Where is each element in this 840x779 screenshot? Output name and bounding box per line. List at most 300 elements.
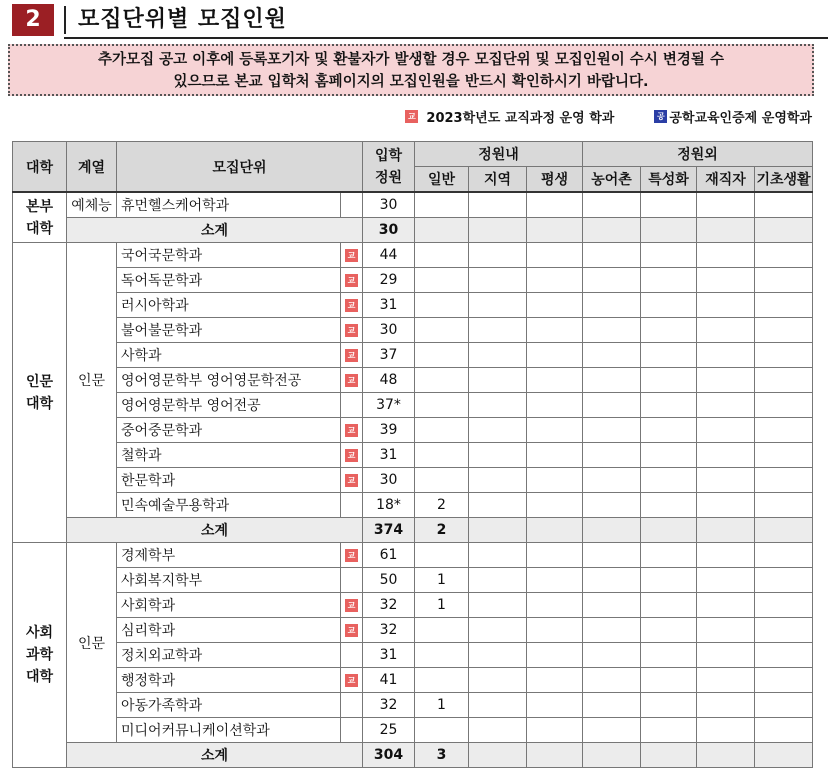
empty-cell — [469, 618, 527, 643]
quota-cell: 30 — [363, 192, 415, 218]
empty-cell — [527, 693, 583, 718]
quota-cell: 31 — [363, 443, 415, 468]
empty-cell — [641, 593, 697, 618]
college-name-line: 대학 — [25, 395, 54, 412]
unit-name: 정치외교학과 — [117, 643, 341, 668]
empty-cell — [583, 518, 641, 543]
empty-cell — [469, 343, 527, 368]
general-cell — [415, 618, 469, 643]
empty-cell — [469, 718, 527, 743]
empty-cell — [527, 468, 583, 493]
empty-cell — [641, 468, 697, 493]
badge-cell — [341, 192, 363, 218]
empty-cell — [583, 668, 641, 693]
quota-cell: 30 — [363, 468, 415, 493]
empty-cell — [469, 743, 527, 768]
empty-cell — [469, 643, 527, 668]
teacher-course-icon: 교 — [345, 274, 358, 287]
table-row — [13, 643, 813, 668]
teacher-course-icon: 교 — [345, 424, 358, 437]
empty-cell — [697, 668, 755, 693]
unit-name: 사학과 — [117, 343, 341, 368]
empty-cell — [583, 743, 641, 768]
table-row — [13, 418, 813, 443]
empty-cell — [469, 218, 527, 243]
notice-line-2: 있으므로 본교 입학처 홈페이지의 모집인원을 반드시 확인하시기 바랍니다. — [173, 74, 649, 90]
empty-cell — [583, 218, 641, 243]
empty-cell — [527, 643, 583, 668]
header-basic-living: 기초생활 — [755, 167, 813, 193]
empty-cell — [469, 518, 527, 543]
teacher-course-icon: 교 — [345, 349, 358, 362]
empty-cell — [641, 518, 697, 543]
empty-cell — [697, 593, 755, 618]
badge-cell — [341, 543, 363, 568]
empty-cell — [755, 318, 813, 343]
unit-name: 행정학과 — [117, 668, 341, 693]
badge-cell — [341, 393, 363, 418]
empty-cell — [527, 268, 583, 293]
empty-cell — [583, 343, 641, 368]
empty-cell — [697, 293, 755, 318]
table-row — [13, 668, 813, 693]
empty-cell — [755, 293, 813, 318]
subtotal-label: 소계 — [67, 218, 363, 243]
empty-cell — [583, 393, 641, 418]
empty-cell — [755, 718, 813, 743]
empty-cell — [697, 343, 755, 368]
legend-engineering-label: 공학교육인증제 운영학과 — [669, 111, 812, 126]
empty-cell — [697, 743, 755, 768]
empty-cell — [583, 593, 641, 618]
general-cell — [415, 468, 469, 493]
header-lifelong: 평생 — [527, 167, 583, 193]
teacher-course-icon: 교 — [345, 374, 358, 387]
empty-cell — [641, 368, 697, 393]
unit-name: 사회학과 — [117, 593, 341, 618]
empty-cell — [641, 243, 697, 268]
table-row — [13, 343, 813, 368]
unit-name: 철학과 — [117, 443, 341, 468]
unit-name: 영어영문학부 영어영문학전공 — [117, 368, 341, 393]
college-name — [13, 192, 67, 243]
empty-cell — [469, 192, 527, 218]
empty-cell — [755, 643, 813, 668]
table-row — [13, 468, 813, 493]
quota-cell: 50 — [363, 568, 415, 593]
empty-cell — [755, 593, 813, 618]
quota-cell: 31 — [363, 293, 415, 318]
empty-cell — [641, 418, 697, 443]
teacher-course-icon: 교 — [345, 299, 358, 312]
empty-cell — [469, 493, 527, 518]
empty-cell — [527, 218, 583, 243]
empty-cell — [583, 568, 641, 593]
empty-cell — [697, 393, 755, 418]
empty-cell — [583, 318, 641, 343]
quota-cell: 39 — [363, 418, 415, 443]
badge-cell — [341, 318, 363, 343]
header-rural: 농어촌 — [583, 167, 641, 193]
college-name-line: 대학 — [25, 220, 54, 237]
empty-cell — [469, 393, 527, 418]
table-row — [13, 368, 813, 393]
empty-cell — [527, 593, 583, 618]
empty-cell — [469, 593, 527, 618]
empty-cell — [755, 693, 813, 718]
empty-cell — [469, 468, 527, 493]
empty-cell — [469, 418, 527, 443]
empty-cell — [641, 543, 697, 568]
empty-cell — [469, 318, 527, 343]
general-cell — [415, 543, 469, 568]
empty-cell — [527, 543, 583, 568]
empty-cell — [469, 668, 527, 693]
table-row — [13, 243, 813, 268]
general-cell — [415, 443, 469, 468]
empty-cell — [697, 443, 755, 468]
empty-cell — [527, 518, 583, 543]
empty-cell — [641, 293, 697, 318]
empty-cell — [697, 643, 755, 668]
subtotal-row — [13, 743, 813, 768]
empty-cell — [469, 368, 527, 393]
empty-cell — [527, 368, 583, 393]
teacher-course-icon: 교 — [345, 449, 358, 462]
empty-cell — [469, 543, 527, 568]
empty-cell — [527, 568, 583, 593]
quota-cell: 37 — [363, 343, 415, 368]
divider — [64, 6, 66, 34]
badge-cell — [341, 443, 363, 468]
empty-cell — [697, 493, 755, 518]
table-row — [13, 568, 813, 593]
quota-cell: 37* — [363, 393, 415, 418]
quota-cell: 30 — [363, 318, 415, 343]
empty-cell — [583, 618, 641, 643]
empty-cell — [641, 192, 697, 218]
empty-cell — [755, 418, 813, 443]
header-field: 계열 — [67, 142, 117, 193]
empty-cell — [641, 218, 697, 243]
table-row — [13, 718, 813, 743]
general-cell: 1 — [415, 593, 469, 618]
empty-cell — [527, 393, 583, 418]
empty-cell — [755, 268, 813, 293]
empty-cell — [583, 368, 641, 393]
badge-cell — [341, 593, 363, 618]
college-name-line: 인문 — [25, 373, 54, 390]
unit-name: 독어독문학과 — [117, 268, 341, 293]
badge-cell — [341, 493, 363, 518]
section-number: 2 — [12, 4, 54, 36]
header-employed: 재직자 — [697, 167, 755, 193]
empty-cell — [755, 218, 813, 243]
table-row — [13, 318, 813, 343]
field-cell: 예체능 — [67, 192, 117, 218]
empty-cell — [697, 618, 755, 643]
empty-cell — [755, 618, 813, 643]
badge-cell — [341, 693, 363, 718]
empty-cell — [583, 643, 641, 668]
college-name-line: 대학 — [25, 669, 54, 685]
empty-cell — [755, 468, 813, 493]
teacher-course-icon: 교 — [345, 249, 358, 262]
general-cell: 2 — [415, 493, 469, 518]
empty-cell — [755, 243, 813, 268]
engineering-cert-icon: 공 — [654, 110, 667, 123]
badge-cell — [341, 468, 363, 493]
admission-quota-table — [12, 141, 813, 768]
general-cell — [415, 192, 469, 218]
teacher-course-icon: 교 — [345, 599, 358, 612]
header-unit: 모집단위 — [117, 142, 363, 193]
empty-cell — [755, 343, 813, 368]
notice-line-1: 추가모집 공고 이후에 등록포기자 및 환불자가 발생할 경우 모집단위 및 모집인원이 수시 변경될 수 — [98, 52, 724, 68]
section-header — [12, 4, 828, 36]
empty-cell — [583, 693, 641, 718]
header-rule — [64, 37, 828, 39]
badge-cell — [341, 668, 363, 693]
empty-cell — [697, 468, 755, 493]
empty-cell — [641, 643, 697, 668]
empty-cell — [697, 218, 755, 243]
badge-cell — [341, 293, 363, 318]
general-cell — [415, 293, 469, 318]
legend-teacher-label: 2023학년도 교직과정 운영 학과 — [426, 111, 615, 126]
empty-cell — [641, 693, 697, 718]
badge-cell — [341, 268, 363, 293]
table-row — [13, 493, 813, 518]
quota-cell: 18* — [363, 493, 415, 518]
teacher-course-icon: 교 — [405, 110, 418, 123]
teacher-course-icon: 교 — [345, 474, 358, 487]
field-cell: 인문 — [67, 543, 117, 743]
empty-cell — [583, 192, 641, 218]
table-row — [13, 543, 813, 568]
college-name — [13, 243, 67, 543]
empty-cell — [527, 343, 583, 368]
empty-cell — [527, 618, 583, 643]
general-cell — [415, 268, 469, 293]
empty-cell — [527, 192, 583, 218]
empty-cell — [697, 318, 755, 343]
empty-cell — [527, 418, 583, 443]
empty-cell — [697, 192, 755, 218]
general-cell — [415, 343, 469, 368]
empty-cell — [527, 718, 583, 743]
table-row — [13, 693, 813, 718]
empty-cell — [641, 318, 697, 343]
subtotal-label: 소계 — [67, 518, 363, 543]
table-row — [13, 268, 813, 293]
empty-cell — [641, 393, 697, 418]
empty-cell — [527, 493, 583, 518]
empty-cell — [755, 668, 813, 693]
table-row — [13, 192, 813, 218]
badge-cell — [341, 418, 363, 443]
empty-cell — [755, 743, 813, 768]
unit-name: 아동가족학과 — [117, 693, 341, 718]
empty-cell — [641, 718, 697, 743]
empty-cell — [527, 293, 583, 318]
empty-cell — [641, 743, 697, 768]
quota-cell: 41 — [363, 668, 415, 693]
general-cell — [415, 393, 469, 418]
empty-cell — [641, 668, 697, 693]
empty-cell — [527, 743, 583, 768]
empty-cell — [527, 243, 583, 268]
badge-cell — [341, 568, 363, 593]
subtotal-quota: 304 — [363, 743, 415, 768]
college-name-line: 사회 — [25, 625, 54, 641]
quota-cell: 32 — [363, 693, 415, 718]
unit-name: 민속예술무용학과 — [117, 493, 341, 518]
table-body — [13, 192, 813, 768]
empty-cell — [583, 243, 641, 268]
empty-cell — [469, 443, 527, 468]
empty-cell — [469, 268, 527, 293]
general-cell — [415, 368, 469, 393]
badge-cell — [341, 243, 363, 268]
badge-cell — [341, 618, 363, 643]
quota-cell: 32 — [363, 618, 415, 643]
subtotal-general: 2 — [415, 518, 469, 543]
empty-cell — [755, 518, 813, 543]
table-row — [13, 293, 813, 318]
empty-cell — [697, 243, 755, 268]
unit-name: 러시아학과 — [117, 293, 341, 318]
subtotal-general — [415, 218, 469, 243]
empty-cell — [641, 618, 697, 643]
empty-cell — [641, 443, 697, 468]
quota-cell: 44 — [363, 243, 415, 268]
empty-cell — [755, 443, 813, 468]
empty-cell — [641, 493, 697, 518]
empty-cell — [697, 568, 755, 593]
subtotal-general: 3 — [415, 743, 469, 768]
header-specialized: 특성화 — [641, 167, 697, 193]
empty-cell — [583, 493, 641, 518]
empty-cell — [527, 443, 583, 468]
header-regional: 지역 — [469, 167, 527, 193]
general-cell — [415, 243, 469, 268]
badge-cell — [341, 643, 363, 668]
empty-cell — [697, 718, 755, 743]
header-quota: 입학 정원 — [363, 142, 415, 193]
general-cell — [415, 668, 469, 693]
empty-cell — [527, 318, 583, 343]
empty-cell — [697, 518, 755, 543]
quota-cell: 48 — [363, 368, 415, 393]
field-cell: 인문 — [67, 243, 117, 518]
unit-name: 사회복지학부 — [117, 568, 341, 593]
quota-cell: 32 — [363, 593, 415, 618]
header-within-quota: 정원내 — [415, 142, 583, 167]
empty-cell — [469, 243, 527, 268]
header-college: 대학 — [13, 142, 67, 193]
unit-name: 미디어커뮤니케이션학과 — [117, 718, 341, 743]
empty-cell — [755, 568, 813, 593]
empty-cell — [583, 718, 641, 743]
college-name-line: 과학 — [25, 647, 54, 663]
empty-cell — [469, 568, 527, 593]
empty-cell — [755, 368, 813, 393]
general-cell: 1 — [415, 693, 469, 718]
notice-box — [8, 44, 814, 96]
college-name — [13, 543, 67, 768]
empty-cell — [755, 543, 813, 568]
header-general: 일반 — [415, 167, 469, 193]
empty-cell — [641, 268, 697, 293]
teacher-course-icon: 교 — [345, 624, 358, 637]
empty-cell — [641, 568, 697, 593]
badge-cell — [341, 368, 363, 393]
empty-cell — [469, 693, 527, 718]
subtotal-label: 소계 — [67, 743, 363, 768]
empty-cell — [583, 268, 641, 293]
general-cell: 1 — [415, 568, 469, 593]
general-cell — [415, 643, 469, 668]
empty-cell — [583, 293, 641, 318]
empty-cell — [755, 192, 813, 218]
empty-cell — [755, 393, 813, 418]
empty-cell — [469, 293, 527, 318]
legend — [405, 107, 812, 126]
unit-name: 한문학과 — [117, 468, 341, 493]
unit-name: 국어국문학과 — [117, 243, 341, 268]
empty-cell — [527, 668, 583, 693]
empty-cell — [697, 368, 755, 393]
general-cell — [415, 718, 469, 743]
empty-cell — [697, 693, 755, 718]
teacher-course-icon: 교 — [345, 549, 358, 562]
general-cell — [415, 318, 469, 343]
section-title: 모집단위별 모집인원 — [78, 7, 287, 32]
teacher-course-icon: 교 — [345, 674, 358, 687]
subtotal-row — [13, 218, 813, 243]
table-row — [13, 593, 813, 618]
quota-cell: 31 — [363, 643, 415, 668]
empty-cell — [697, 543, 755, 568]
unit-name: 경제학부 — [117, 543, 341, 568]
badge-cell — [341, 343, 363, 368]
empty-cell — [697, 268, 755, 293]
empty-cell — [583, 468, 641, 493]
empty-cell — [583, 418, 641, 443]
empty-cell — [583, 443, 641, 468]
teacher-course-icon: 교 — [345, 324, 358, 337]
subtotal-row — [13, 518, 813, 543]
empty-cell — [755, 493, 813, 518]
header-outside-quota: 정원외 — [583, 142, 813, 167]
badge-cell — [341, 718, 363, 743]
unit-name: 영어영문학부 영어전공 — [117, 393, 341, 418]
subtotal-quota: 374 — [363, 518, 415, 543]
unit-name: 불어불문학과 — [117, 318, 341, 343]
college-name-line: 본부 — [25, 198, 54, 215]
general-cell — [415, 418, 469, 443]
unit-name: 심리학과 — [117, 618, 341, 643]
table-row — [13, 393, 813, 418]
quota-cell: 61 — [363, 543, 415, 568]
empty-cell — [697, 418, 755, 443]
empty-cell — [641, 343, 697, 368]
subtotal-quota: 30 — [363, 218, 415, 243]
unit-name: 중어중문학과 — [117, 418, 341, 443]
table-row — [13, 443, 813, 468]
quota-cell: 29 — [363, 268, 415, 293]
